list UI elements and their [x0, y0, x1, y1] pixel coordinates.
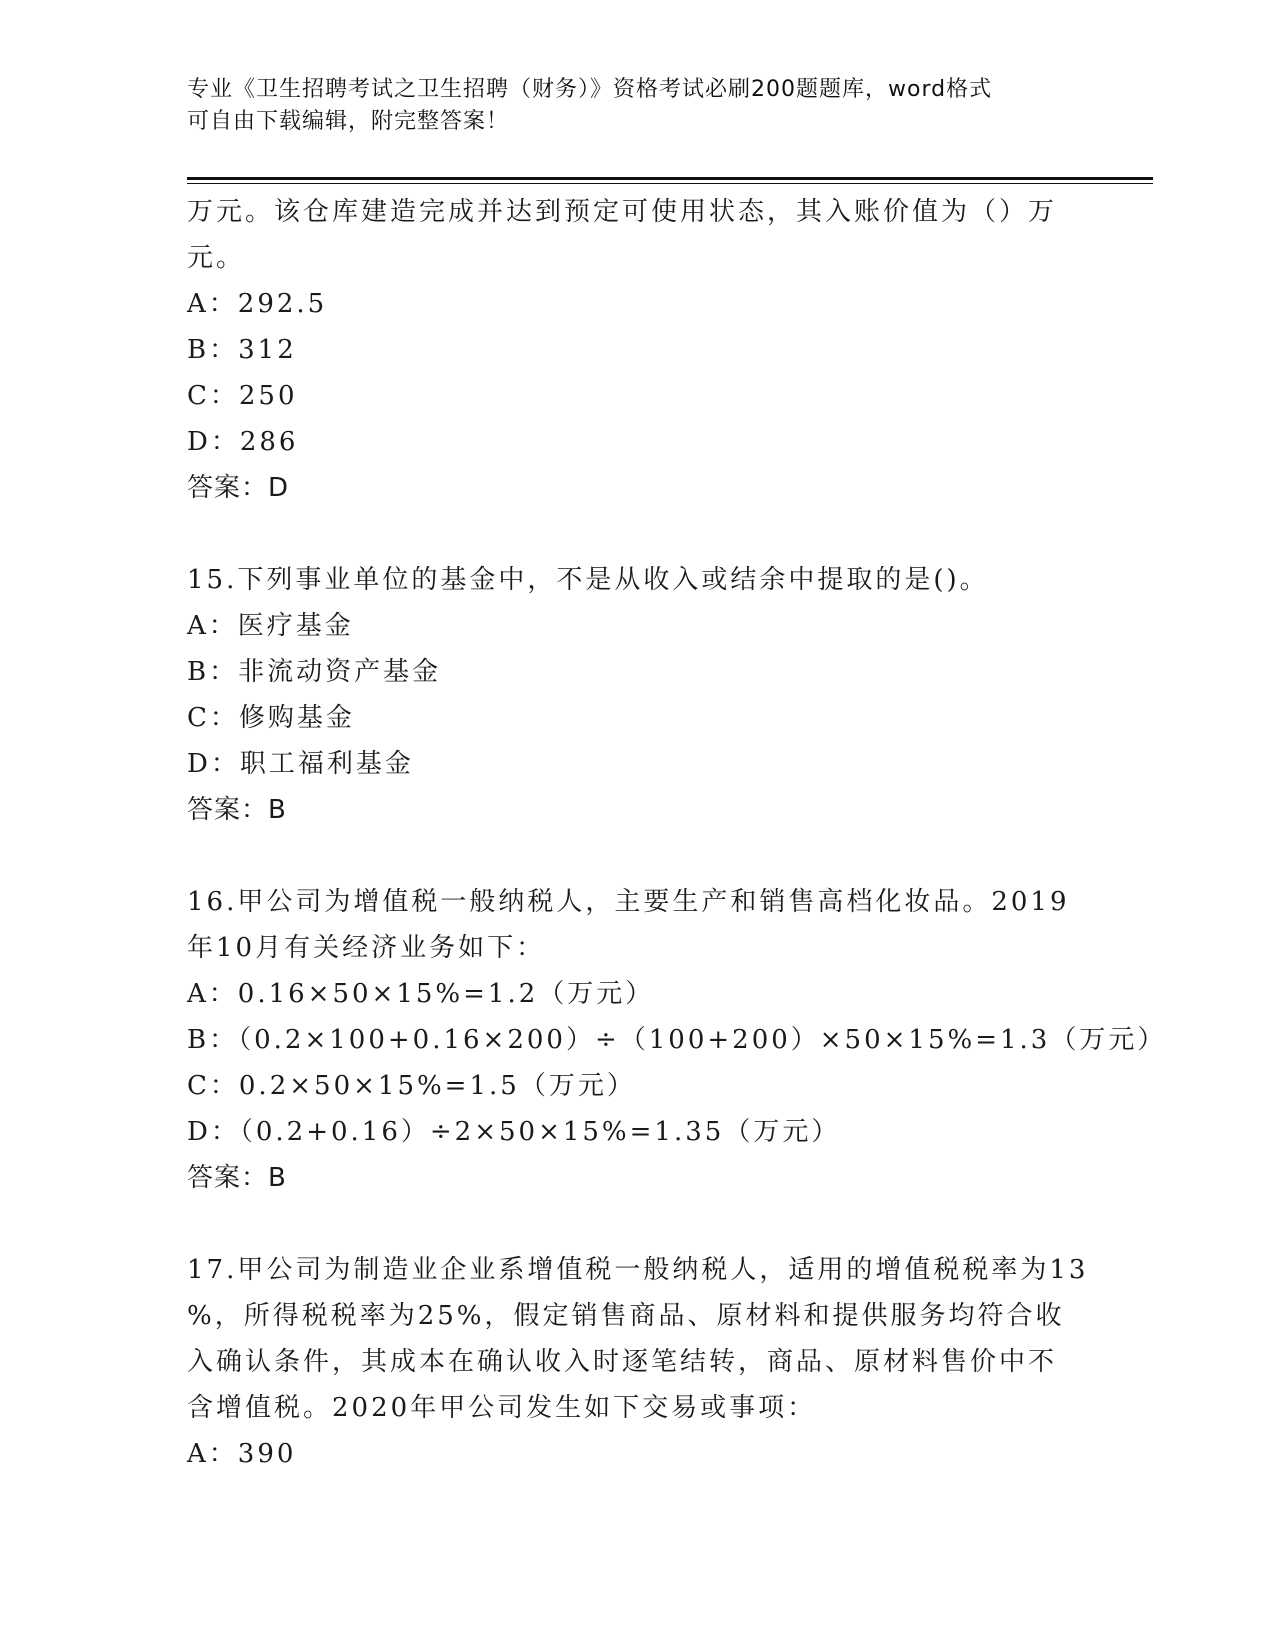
question-14: [187, 189, 1087, 511]
option-d: D：（0.2+0.16）÷2×50×15%=1.35（万元）: [187, 1117, 841, 1147]
spacer: [187, 511, 1087, 557]
question-stem-line: 元。: [187, 243, 246, 273]
question-stem-line: %，所得税税率为25%，假定销售商品、原材料和提供服务均符合收: [187, 1301, 1065, 1331]
option-b: B：（0.2×100+0.16×200）÷（100+200）×50×15%=1.3（万元）: [187, 1025, 1167, 1055]
option-b: B：312: [187, 335, 297, 365]
option-d: D：286: [187, 427, 299, 457]
option-c: C：250: [187, 381, 298, 411]
answer-line: 答案：B: [187, 1163, 287, 1193]
question-stem-line: 万元。该仓库建造完成并达到预定可使用状态，其入账价值为（）万: [187, 197, 1058, 227]
option-c: C：0.2×50×15%=1.5（万元）: [187, 1071, 636, 1101]
question-stem-line: 入确认条件，其成本在确认收入时逐笔结转，商品、原材料售价中不: [187, 1347, 1058, 1377]
header-divider-thick: [187, 177, 1153, 180]
header-divider-thin: [187, 183, 1153, 184]
question-16: [187, 879, 1167, 1201]
option-a: A：医疗基金: [187, 611, 354, 641]
answer-line: 答案：B: [187, 795, 287, 825]
header-line-1: 专业《卫生招聘考试之卫生招聘（财务）》资格考试必刷200题题库，word格式: [187, 77, 993, 102]
header-line-2: 可自由下载编辑，附完整答案！: [187, 109, 510, 134]
answer-line: 答案：D: [187, 473, 290, 503]
question-stem-line: 含增值税。2020年甲公司发生如下交易或事项：: [187, 1393, 817, 1423]
option-c: C：修购基金: [187, 703, 355, 733]
question-stem-line: 年10月有关经济业务如下：: [187, 933, 546, 963]
spacer: [187, 1201, 1087, 1247]
option-b: B：非流动资产基金: [187, 657, 442, 687]
document-header: [187, 74, 1067, 138]
question-stem-line: 15.下列事业单位的基金中，不是从收入或结余中提取的是()。: [187, 565, 989, 595]
question-body: [187, 189, 1167, 1477]
spacer: [187, 833, 1087, 879]
option-d: D：职工福利基金: [187, 749, 414, 779]
question-stem-line: 16.甲公司为增值税一般纳税人，主要生产和销售高档化妆品。2019: [187, 887, 1070, 917]
option-a: A：390: [187, 1439, 297, 1469]
question-17: [187, 1247, 1087, 1477]
question-15: [187, 557, 1087, 833]
question-stem-line: 17.甲公司为制造业企业系增值税一般纳税人，适用的增值税税率为13: [187, 1255, 1089, 1285]
option-a: A：292.5: [187, 289, 328, 319]
option-a: A：0.16×50×15%=1.2（万元）: [187, 979, 655, 1009]
